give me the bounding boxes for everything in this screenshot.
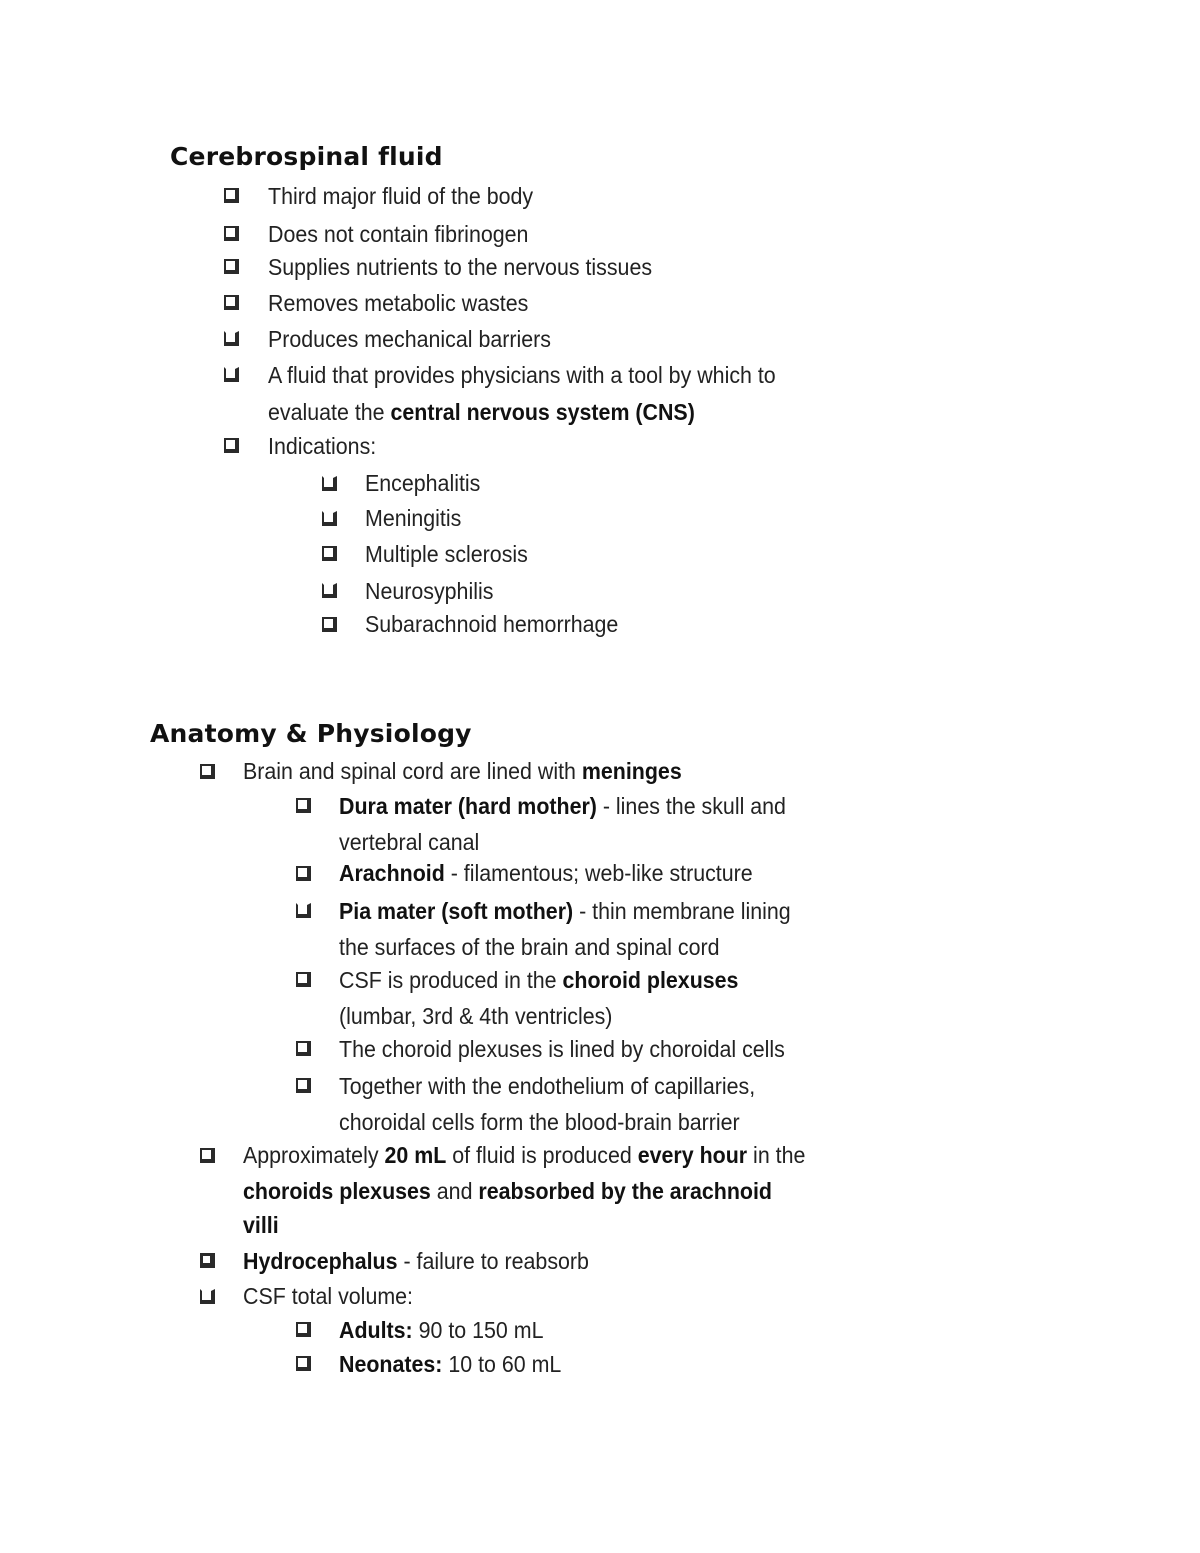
list-item	[243, 1246, 589, 1276]
checkbox-icon	[200, 1148, 215, 1163]
text-span: of fluid is produced	[446, 1142, 638, 1168]
heading-anatomy-physiology: Anatomy & Physiology	[150, 719, 472, 748]
checkbox-icon	[322, 476, 337, 491]
bold-span: villi	[243, 1212, 279, 1238]
bold-span: Adults:	[339, 1317, 413, 1343]
list-item: Supplies nutrients to the nervous tissues	[268, 254, 653, 280]
checkbox-icon	[200, 764, 215, 779]
list-item: Produces mechanical barriers	[268, 326, 551, 352]
sub-list-item-continuation: (lumbar, 3rd & 4th ventricles)	[339, 1003, 613, 1029]
sub-list-item: Encephalitis	[365, 470, 481, 496]
bold-span: Pia mater (soft mother)	[339, 898, 574, 924]
checkbox-icon	[224, 331, 239, 346]
list-item	[243, 756, 682, 786]
bold-span: Neonates:	[339, 1351, 443, 1377]
text-span: - thin membrane lining	[573, 898, 791, 924]
checkbox-icon	[200, 1289, 215, 1304]
bold-span: (CNS)	[629, 399, 695, 425]
sub-list-item: Together with the endothelium of capillaries,	[339, 1073, 756, 1099]
text-span: - failure to reabsorb	[397, 1248, 589, 1274]
bold-span: Arachnoid	[339, 860, 445, 886]
sub-list-item	[339, 1315, 543, 1345]
sub-list-item: Neurosyphilis	[365, 578, 494, 604]
sub-list-item	[339, 1349, 561, 1379]
checkbox-icon	[296, 903, 311, 918]
list-item-continuation	[243, 1210, 279, 1240]
text-span: and	[430, 1178, 479, 1204]
sub-list-item: The choroid plexuses is lined by choroidal cells	[339, 1036, 785, 1062]
text-span: Brain and spinal cord are lined with	[243, 758, 582, 784]
checkbox-icon	[322, 617, 337, 632]
list-item: Does not contain fibrinogen	[268, 221, 529, 247]
text-span: - filamentous; web-like structure	[444, 860, 753, 886]
bold-span: central nervous system	[390, 399, 630, 425]
list-item-continuation	[243, 1176, 772, 1206]
checkbox-icon	[296, 1356, 311, 1371]
checkbox-icon	[296, 866, 311, 881]
checkbox-icon	[296, 972, 311, 987]
bold-span: Dura mater (hard mother)	[339, 793, 597, 819]
checkbox-icon	[322, 583, 337, 598]
text-span: Approximately	[243, 1142, 385, 1168]
bold-span: choroids plexuses	[243, 1178, 431, 1204]
list-item: A fluid that provides physicians with a tool by which to	[268, 362, 776, 388]
checkbox-icon	[322, 546, 337, 561]
text-span: - lines the skull and	[596, 793, 786, 819]
bold-span: meninges	[581, 758, 682, 784]
checkbox-icon	[296, 1078, 311, 1093]
checkbox-icon	[224, 367, 239, 382]
checkbox-icon	[224, 295, 239, 310]
checkbox-icon	[322, 511, 337, 526]
checkbox-icon	[296, 798, 311, 813]
list-item: Third major fluid of the body	[268, 183, 534, 209]
sub-list-item: Multiple sclerosis	[365, 541, 528, 567]
sub-list-item	[339, 896, 791, 926]
text-span: 10 to 60 mL	[442, 1351, 562, 1377]
text-span: CSF is produced in the	[339, 967, 563, 993]
list-item: Indications:	[268, 433, 377, 459]
text-span: evaluate the	[268, 399, 391, 425]
sub-list-item-continuation: the surfaces of the brain and spinal cord	[339, 934, 720, 960]
checkbox-icon	[296, 1041, 311, 1056]
sub-list-item: Meningitis	[365, 505, 462, 531]
list-item-continuation	[268, 397, 695, 427]
sub-list-item	[339, 965, 738, 995]
bold-span: Hydrocephalus	[243, 1248, 398, 1274]
text-span: in the	[747, 1142, 806, 1168]
checkbox-icon	[224, 438, 239, 453]
bold-span: every hour	[637, 1142, 748, 1168]
sub-list-item	[339, 858, 753, 888]
heading-cerebrospinal-fluid: Cerebrospinal fluid	[170, 142, 443, 171]
checkbox-icon	[296, 1322, 311, 1337]
checkbox-icon	[224, 226, 239, 241]
bold-span: 20 mL	[384, 1142, 447, 1168]
sub-list-item: Subarachnoid hemorrhage	[365, 611, 619, 637]
checkbox-icon	[224, 259, 239, 274]
list-item: CSF total volume:	[243, 1283, 414, 1309]
bold-span: choroid plexuses	[562, 967, 739, 993]
bold-span: reabsorbed by the arachnoid	[478, 1178, 773, 1204]
text-span: 90 to 150 mL	[412, 1317, 544, 1343]
sub-list-item-continuation: choroidal cells form the blood-brain barrier	[339, 1109, 740, 1135]
list-item	[243, 1140, 805, 1170]
list-item: Removes metabolic wastes	[268, 290, 529, 316]
checkbox-icon	[200, 1253, 215, 1268]
sub-list-item	[339, 791, 786, 821]
checkbox-icon	[224, 188, 239, 203]
sub-list-item-continuation: vertebral canal	[339, 829, 480, 855]
